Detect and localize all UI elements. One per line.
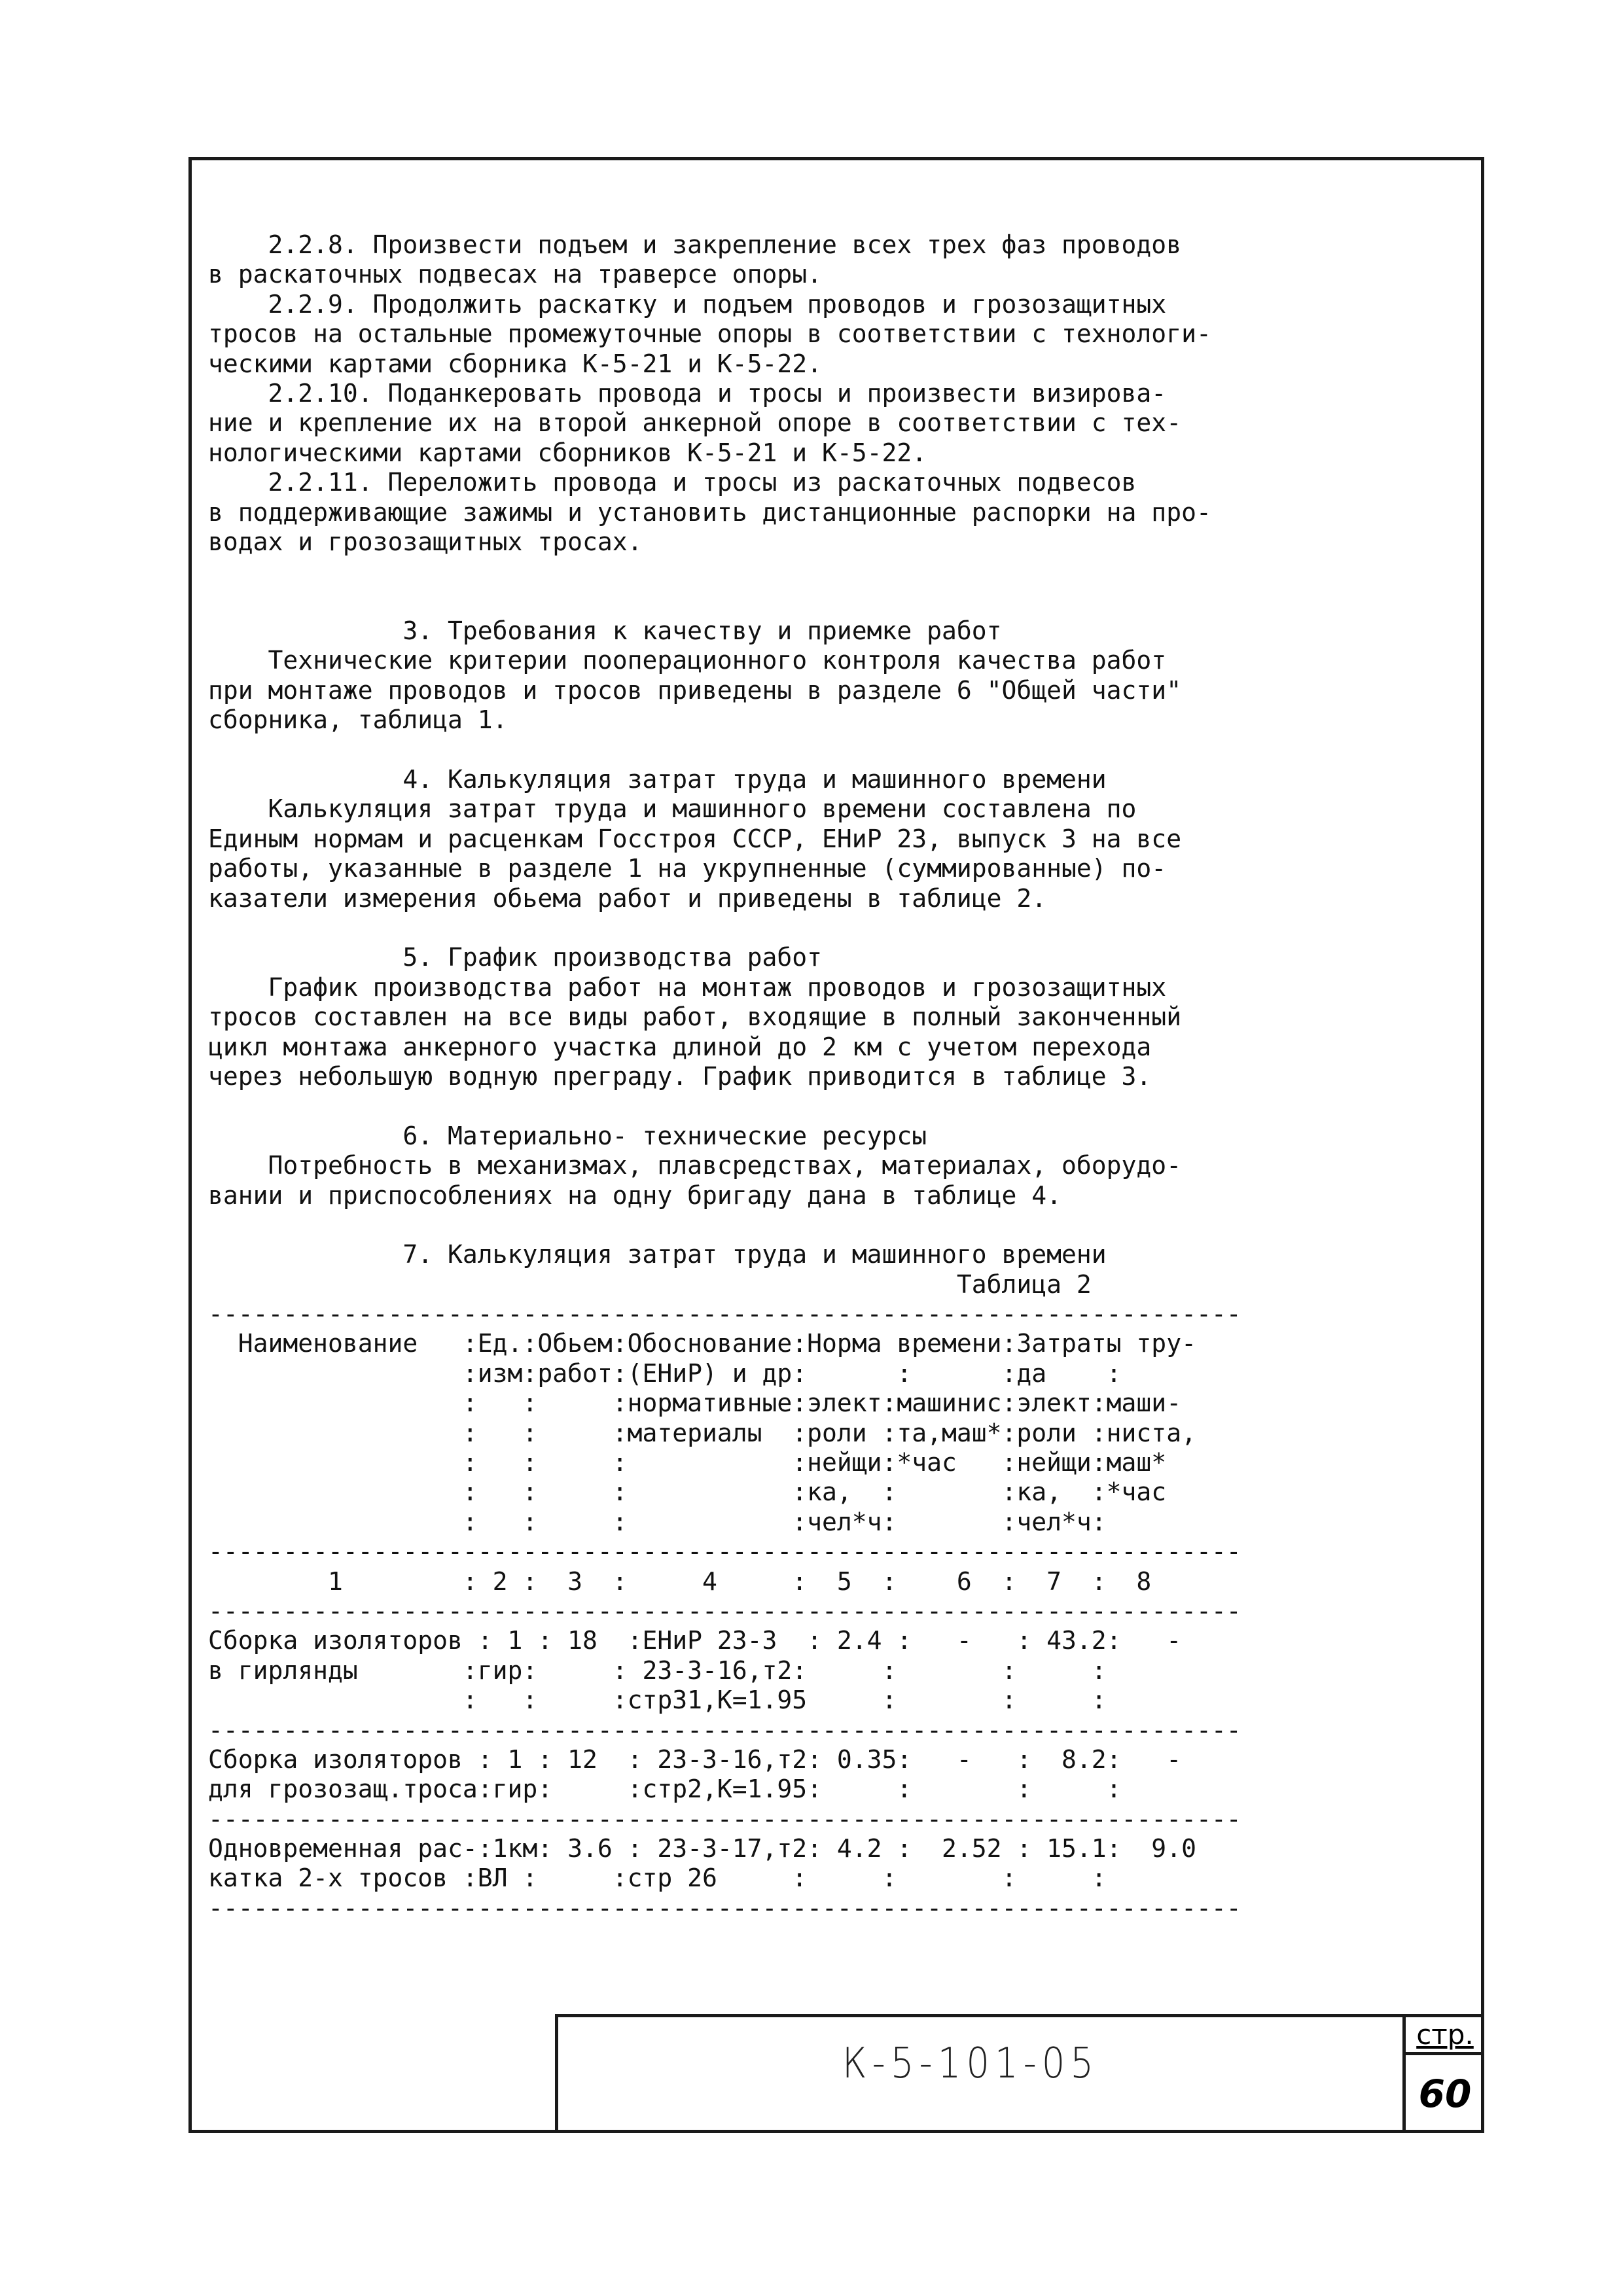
text-line: 7. Калькуляция затрат труда и машинного времени: [208, 1240, 1107, 1269]
text-line: :изм:работ:(ЕНиР) и др: : :да :: [208, 1358, 1122, 1388]
text-line: сборника, таблица 1.: [208, 705, 508, 735]
text-line: Единым нормам и расценкам Госстроя СССР, ЕНиР 23, выпуск 3 на все: [208, 824, 1182, 853]
text-line: для грозозащ.троса:гир: :стр2,К=1.95: : : :: [208, 1775, 1122, 1804]
text-line: : : :стр31,К=1.95 : : :: [208, 1686, 1107, 1715]
text-line: : : :материалы :роли :та,маш*:роли :ниста,: [208, 1418, 1196, 1447]
text-line: ---------------------------------------------------------------------: [208, 1537, 1241, 1566]
text-line: Одновременная рас-:1км: 3.6 : 23-3-17,т2: 4.2 : 2.52 : 15.1: 9.0: [208, 1834, 1196, 1863]
text-line: 2.2.8. Произвести подъем и закрепление всех трех фаз проводов: [208, 230, 1182, 259]
text-line: тросов составлен на все виды работ, входящие в полный законченный: [208, 1002, 1182, 1032]
text-line: 6. Материально- технические ресурсы: [208, 1121, 927, 1150]
text-line: [208, 913, 1452, 943]
text-line: ческими картами сборника К-5-21 и К-5-22.: [208, 349, 822, 378]
text-line: цикл монтажа анкерного участка длиной до 2 км с учетом перехода: [208, 1032, 1152, 1061]
title-block: [555, 2014, 1484, 2133]
text-line: : : : :чел*ч: :чел*ч:: [208, 1507, 1107, 1536]
text-line: Калькуляция затрат труда и машинного времени составлена по: [208, 794, 1137, 824]
document-code: К-5-101-05: [842, 2039, 1099, 2088]
text-line: при монтаже проводов и тросов приведены в разделе 6 "Общей части": [208, 675, 1182, 705]
text-line: ---------------------------------------------------------------------: [208, 1299, 1241, 1329]
text-line: в раскаточных подвесах на траверсе опоры.: [208, 260, 822, 289]
text-line: Таблица 2: [208, 1269, 1092, 1299]
text-line: [208, 1091, 1452, 1121]
text-line: 2.2.10. Поданкеровать провода и тросы и произвести визирова-: [208, 378, 1167, 408]
text-line: ---------------------------------------------------------------------: [208, 1804, 1241, 1833]
page-number-box: [1402, 2017, 1484, 2133]
text-line: вании и приспособлениях на одну бригаду дана в таблице 4.: [208, 1180, 1062, 1210]
text-line: Технические критерии пооперационного контроля качества работ: [208, 646, 1167, 675]
text-line: 2.2.9. Продолжить раскатку и подъем проводов и грозозащитных: [208, 289, 1167, 319]
text-line: Наименование :Ед.:Обьем:Обоснование:Норма времени:Затраты тру-: [208, 1329, 1196, 1358]
text-line: : : : :нейщи:*час :нейщи:маш*: [208, 1448, 1167, 1477]
text-line: ---------------------------------------------------------------------: [208, 1715, 1241, 1744]
text-line: Сборка изоляторов : 1 : 18 :ЕНиР 23-3 : 2.4 : - : 43.2: -: [208, 1626, 1182, 1655]
text-line: : : :нормативные:элект:машинис:элект:маши-: [208, 1388, 1182, 1418]
text-line: нологическими картами сборников К-5-21 и К-5-22.: [208, 438, 927, 467]
page-label: стр.: [1406, 2017, 1484, 2055]
text-line: График производства работ на монтаж проводов и грозозащитных: [208, 972, 1167, 1002]
text-line: [208, 557, 1452, 586]
text-line: 3. Требования к качеству и приемке работ: [208, 616, 1002, 646]
text-line: тросов на остальные промежуточные опоры в соответствии с технологи-: [208, 319, 1211, 349]
text-line: через небольшую водную преграду. График приводится в таблице 3.: [208, 1061, 1152, 1091]
text-line: : : : :ка, : :ка, :*час: [208, 1477, 1167, 1507]
text-line: в гирлянды :гир: : 23-3-16,т2: : : :: [208, 1655, 1107, 1685]
text-line: 5. График производства работ: [208, 943, 822, 972]
text-line: 1 : 2 : 3 : 4 : 5 : 6 : 7 : 8: [208, 1566, 1152, 1596]
text-line: работы, указанные в разделе 1 на укрупненные (суммированные) по-: [208, 854, 1167, 883]
text-line: Потребность в механизмах, плавсредствах, материалах, оборудо-: [208, 1151, 1182, 1180]
text-line: 2.2.11. Переложить провода и тросы из раскаточных подвесов: [208, 468, 1137, 497]
text-line: ---------------------------------------------------------------------: [208, 1893, 1241, 1922]
text-line: [208, 587, 1452, 616]
text-line: [208, 1210, 1452, 1240]
text-line: казатели измерения обьема работ и приведены в таблице 2.: [208, 883, 1047, 913]
text-line: водах и грозозащитных тросах.: [208, 527, 643, 556]
text-line: в поддерживающие зажимы и установить дистанционные распорки на про-: [208, 497, 1211, 527]
text-line: катка 2-х тросов :ВЛ : :стр 26 : : : :: [208, 1863, 1107, 1893]
page-number: 60: [1418, 2072, 1472, 2116]
text-line: [208, 735, 1452, 765]
text-line: ---------------------------------------------------------------------: [208, 1596, 1241, 1625]
text-line: ние и крепление их на второй анкерной опоре в соответствии с тех-: [208, 408, 1182, 438]
text-line: Сборка изоляторов : 1 : 12 : 23-3-16,т2: 0.35: - : 8.2: -: [208, 1744, 1182, 1774]
text-line: 4. Калькуляция затрат труда и машинного времени: [208, 765, 1107, 794]
document-body: [208, 230, 1452, 1923]
